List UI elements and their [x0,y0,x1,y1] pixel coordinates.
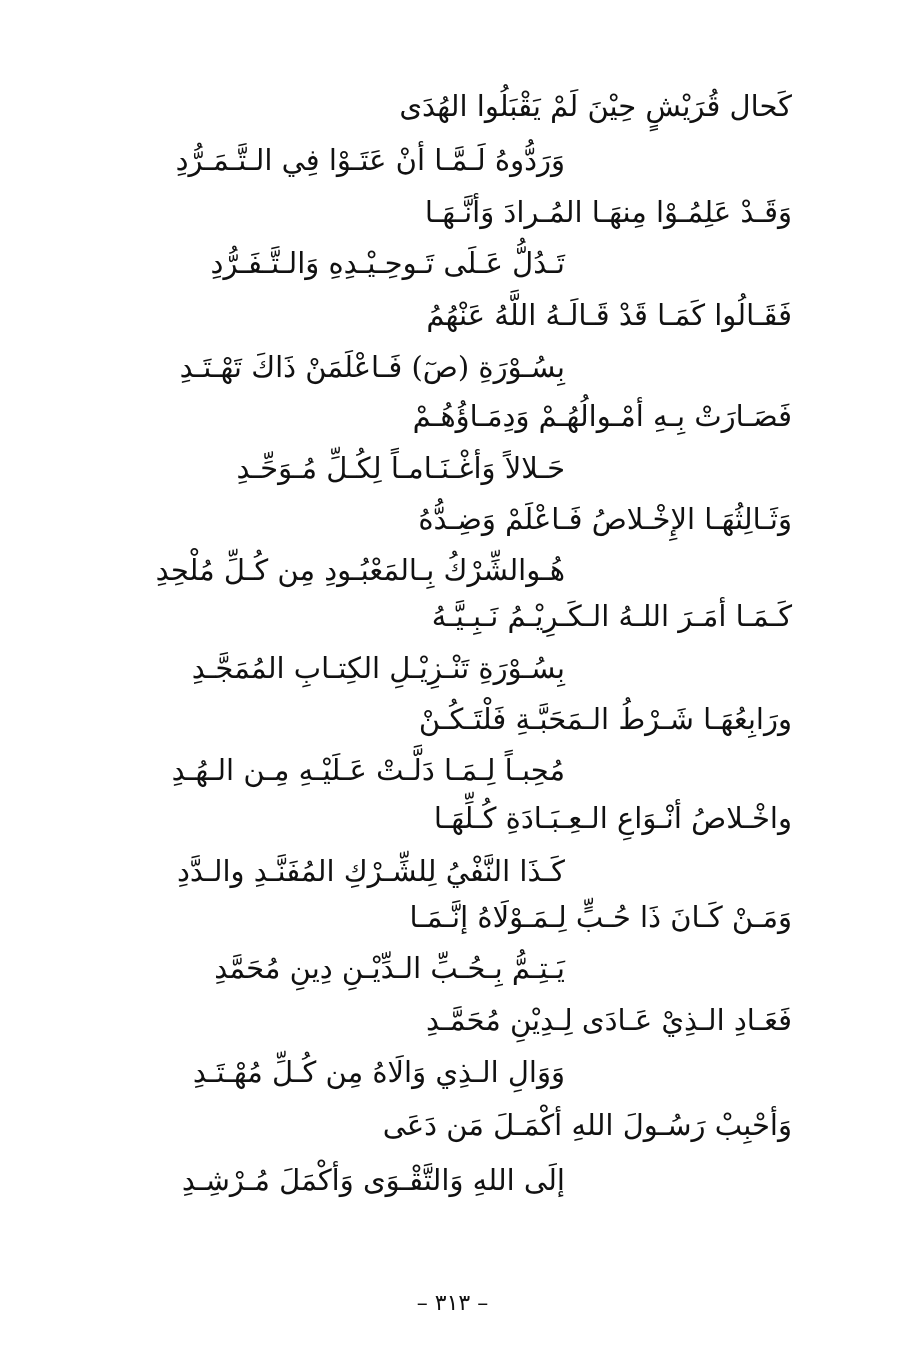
verse-11-second-hemistich: إلَى اللهِ وَالتَّقْـوَى وَأكْمَلَ مُـرْشِـدِ [181,1163,565,1197]
verse-1-first-hemistich: كَحال قُرَيْشٍ حِيْنَ لَمْ يَقْبَلُوا الهُدَى [399,89,792,123]
verse-3-second-hemistich: بِسُـوْرَةِ (صٓ) فَـاعْلَمَنْ ذَاكَ تَهْـتَـدِ [179,350,565,384]
verse-8-second-hemistich: كَـذَا النَّفْيُ لِلشِّـرْكِ المُفَنَّـدِ والـدَّدِ [177,854,565,888]
verse-1-second-hemistich: وَرَدُّوهُ لَـمَّـا أنْ عَتَـوْا فِي الـتَّـمَـرُّدِ [175,143,565,177]
page-number: – ٣١٣ – [416,1291,489,1316]
verse-9-first-hemistich: وَمَـنْ كَـانَ ذَا حُـبٍّ لِـمَـوْلَاهُ إنَّـمَـا [409,900,792,934]
verse-2-first-hemistich: وَقَـدْ عَلِمُـوْا مِنهَـا المُـرادَ وَأنَّـهَـا [424,195,792,229]
verse-5-second-hemistich: هُـوالشِّرْكُ بِـالمَعْبُـودِ مِن كُـلِّ مُلْحِدِ [155,553,565,587]
verse-10-first-hemistich: فَعَـادِ الـذِيْ عَـادَى لِـدِيْنِ مُحَمَّـدِ [426,1003,792,1037]
verse-6-second-hemistich: بِسُـوْرَةِ تَنْـزِيْـلِ الكِتـابِ المُمَجَّـدِ [191,651,565,685]
verse-3-first-hemistich: فَقَـالُوا كَمَـا قَدْ قَـالَـهُ اللَّهُ عَنْهُمُ [426,298,792,332]
verse-7-second-hemistich: مُحِبـاً لِـمَـا دَلَّـتْ عَـلَيْـهِ مِـن الـهُـدِ [171,753,565,787]
verse-6-first-hemistich: كَـمَـا أمَـرَ اللـهُ الـكَـرِيْـمُ نَـبِـيَّـهُ [431,599,792,633]
verse-8-first-hemistich: واخْـلاصُ أنْـوَاعِ الـعِـبَـادَةِ كُـلِّهَـا [433,801,792,835]
verse-7-first-hemistich: ورَابِعُهَـا شَـرْطُ الـمَحَبَّـةِ فَلْتَـكُـنْ [418,702,792,736]
verse-4-first-hemistich: فَصَـارَتْ بِـهِ أمْـوالُهُـمْ وَدِمَـاؤُهُـمْ [412,399,792,433]
verse-5-first-hemistich: وَثَـالِثُهَـا الإِخْـلاصُ فَـاعْلَمْ وَضِـدُّهُ [418,502,792,536]
verse-2-second-hemistich: تَـدُلُّ عَـلَى تَـوحِـيْـدِهِ وَالـتَّـفَـرُّدِ [210,246,565,280]
verse-9-second-hemistich: يَـتِـمُّ بِـحُـبِّ الـدِّيْـنِ دِينِ مُحَمَّدِ [214,951,565,985]
verse-4-second-hemistich: حَـلالاً وَأغْـنَـامـاً لِكُـلِّ مُـوَحِّـدِ [236,451,565,485]
verse-11-first-hemistich: وَأحْبِبْ رَسُـولَ اللهِ أكْمَـلَ مَن دَعَى [382,1108,792,1142]
verse-10-second-hemistich: وَوَالِ الـذِي وَالَاهُ مِن كُـلِّ مُهْـتَـدِ [192,1055,565,1089]
